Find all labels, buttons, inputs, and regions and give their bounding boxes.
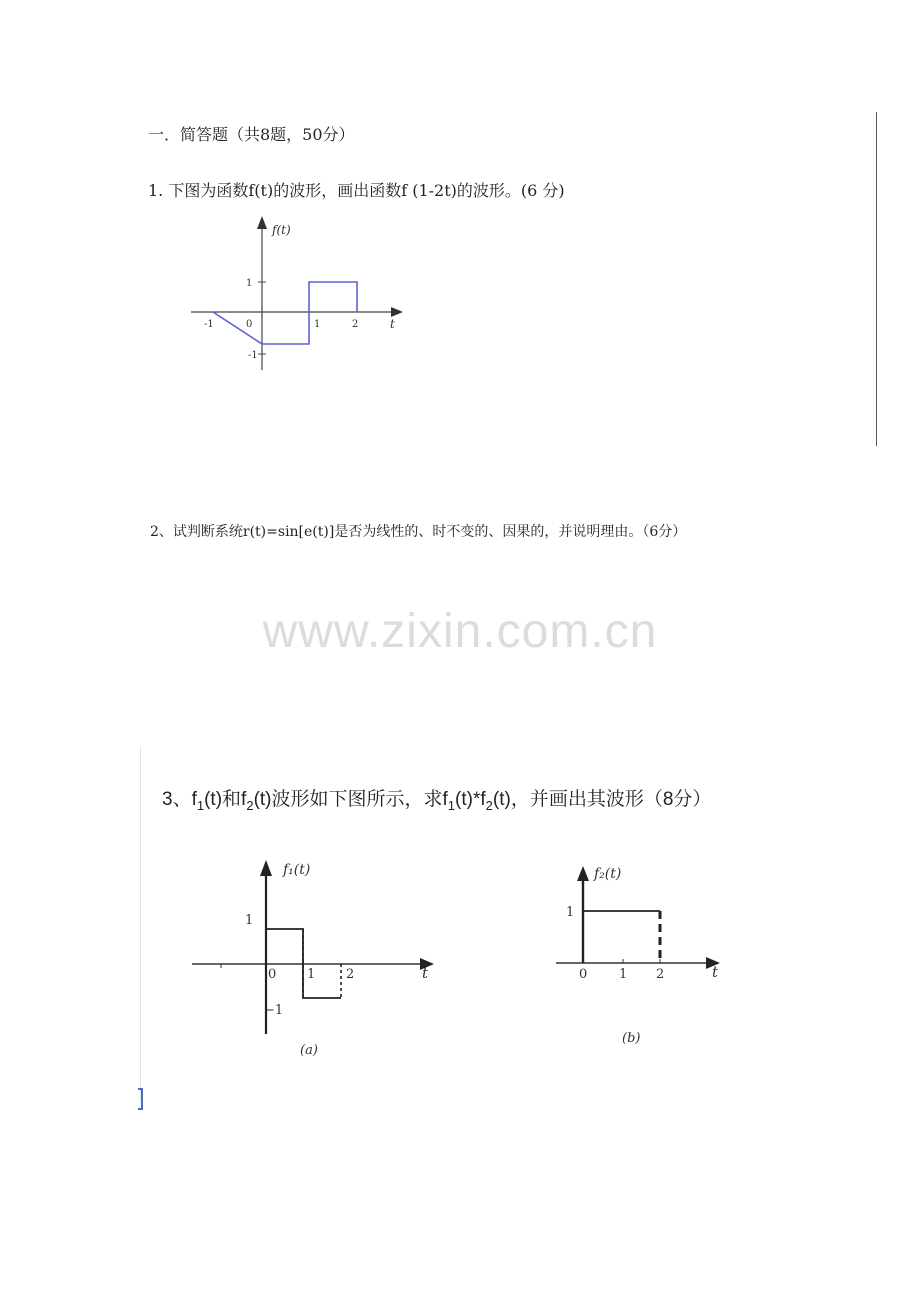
x-label: t (390, 317, 395, 331)
y-tick-label: 1 (566, 905, 575, 920)
margin-rule (140, 746, 141, 1102)
q3-g2: f (480, 789, 486, 810)
question-3-text (162, 784, 711, 813)
q3-f1-arg: (t) (204, 789, 223, 810)
q3-and: 和 (222, 789, 242, 810)
x-tick-label: 2 (656, 967, 665, 982)
figure-q3b-f2 (550, 862, 730, 1052)
q3-f1: f (191, 789, 197, 810)
x-tick-label: 0 (579, 967, 588, 982)
q3-g1: f (442, 789, 448, 810)
y-tick-label: −1 (264, 1003, 284, 1018)
q3-mid: 波形如下图所示，求 (271, 789, 443, 810)
q3-f2: f (241, 789, 247, 810)
margin-rule (876, 112, 877, 446)
q3-g2-sub: 2 (485, 797, 493, 813)
q3-f2-arg: (t) (253, 789, 272, 810)
bracket-mark (138, 1088, 143, 1110)
q3-tail: ，并画出其波形（8分） (510, 789, 712, 810)
x-tick-label: 2 (352, 319, 359, 330)
question-2-text: 2、试判断系统r(t)=sin[e(t)]是否为线性的、时不变的、因果的，并说明理由。（6分） (150, 524, 687, 540)
waveform-f-t (213, 282, 357, 344)
figure-caption: (b) (622, 1031, 641, 1046)
figure-caption: (a) (300, 1043, 318, 1058)
q3-g1-arg: (t)* (455, 789, 481, 810)
q3-f2-sub: 2 (246, 797, 254, 813)
y-label: f₂(t) (594, 866, 622, 882)
y-axis-arrow (257, 216, 267, 229)
q3-g1-sub: 1 (447, 797, 456, 813)
y-tick-label: 1 (246, 278, 253, 289)
y-label: f₁(t) (283, 862, 311, 878)
y-axis-arrow (577, 866, 589, 881)
figure-q1-waveform (188, 210, 413, 375)
question-1-text: 1. 下图为函数f(t)的波形，画出函数f (1-2t)的波形。(6 分) (148, 181, 565, 200)
section-title: 一．简答题（共8题，50分） (148, 125, 355, 144)
watermark: www.zixin.com.cn (262, 605, 658, 658)
x-tick-label: -1 (204, 319, 214, 330)
x-tick-label: 2 (346, 967, 355, 982)
q3-prefix: 3、 (162, 789, 192, 810)
y-tick-label: 1 (245, 913, 254, 928)
x-tick-label: 1 (314, 319, 321, 330)
x-label: t (712, 963, 719, 981)
y-axis-arrow (260, 860, 272, 876)
x-tick-label: 1 (307, 967, 316, 982)
x-axis-arrow (391, 307, 403, 317)
y-label: f(t) (272, 223, 291, 237)
y-tick-label: -1 (248, 350, 258, 361)
x-tick-label: 0 (268, 967, 277, 982)
q3-f1-sub: 1 (196, 797, 205, 813)
x-tick-label: 1 (619, 967, 628, 982)
x-tick-label: 0 (246, 319, 253, 330)
x-label: t (422, 964, 429, 982)
figure-q3a-f1 (188, 852, 448, 1064)
q3-g2-arg: (t) (492, 789, 511, 810)
